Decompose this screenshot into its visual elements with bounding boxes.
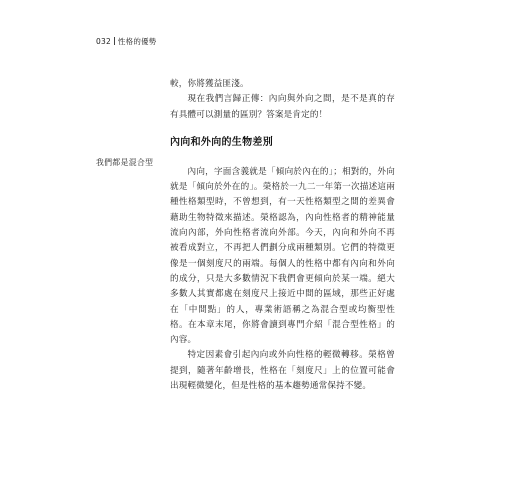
running-head-divider bbox=[114, 37, 115, 45]
running-head bbox=[96, 36, 156, 47]
main-text-column bbox=[170, 77, 395, 394]
section-heading: 內向和外向的生物差別 bbox=[170, 136, 273, 148]
paragraph-3: 內向，字面含義就是「傾向於內在的」；相對的，外向就是「傾向於外在的」。榮格於一九二一年第一次描述這兩種性格類型時，不曾想到，有一天性格類型之間的差異會藉助生物特徵來描述。榮格認為，內向性格者的精神能量流向內部，外向性格者流向外部。今天，內向和外向不再被看成對立，不再把人們劃分成兩種類別。它們的特徵更像是一個刻度尺的兩端。每個人的性格中都有內向和外向的成分，只是大多數情況下我們會更傾向於某一端。絕大多數人其實都處在刻度尺上接近中間的區域，那些正好處在「中間點」的人，專業術語稱之為混合型或均衡型性格。在本章末尾，你將會讀到專門介紹「混合型性格」的內容。 bbox=[170, 166, 395, 346]
page-number: 032 bbox=[96, 37, 111, 46]
book-title: 性格的優勢 bbox=[117, 37, 157, 46]
paragraph-1: 較，你將獲益匪淺。 bbox=[170, 79, 249, 89]
paragraph-2: 現在我們言歸正傳：內向與外向之間，是不是真的存有具體可以測量的區別？答案是肯定的！ bbox=[170, 94, 395, 120]
margin-note: 我們都是混合型 bbox=[96, 158, 154, 167]
paragraph-4: 特定因素會引起內向或外向性格的輕微轉移。榮格曾提到，隨著年齡增長，性格在「刻度尺」上的位置可能會出現輕微變化，但是性格的基本趨勢通常保持不變。 bbox=[170, 350, 395, 392]
